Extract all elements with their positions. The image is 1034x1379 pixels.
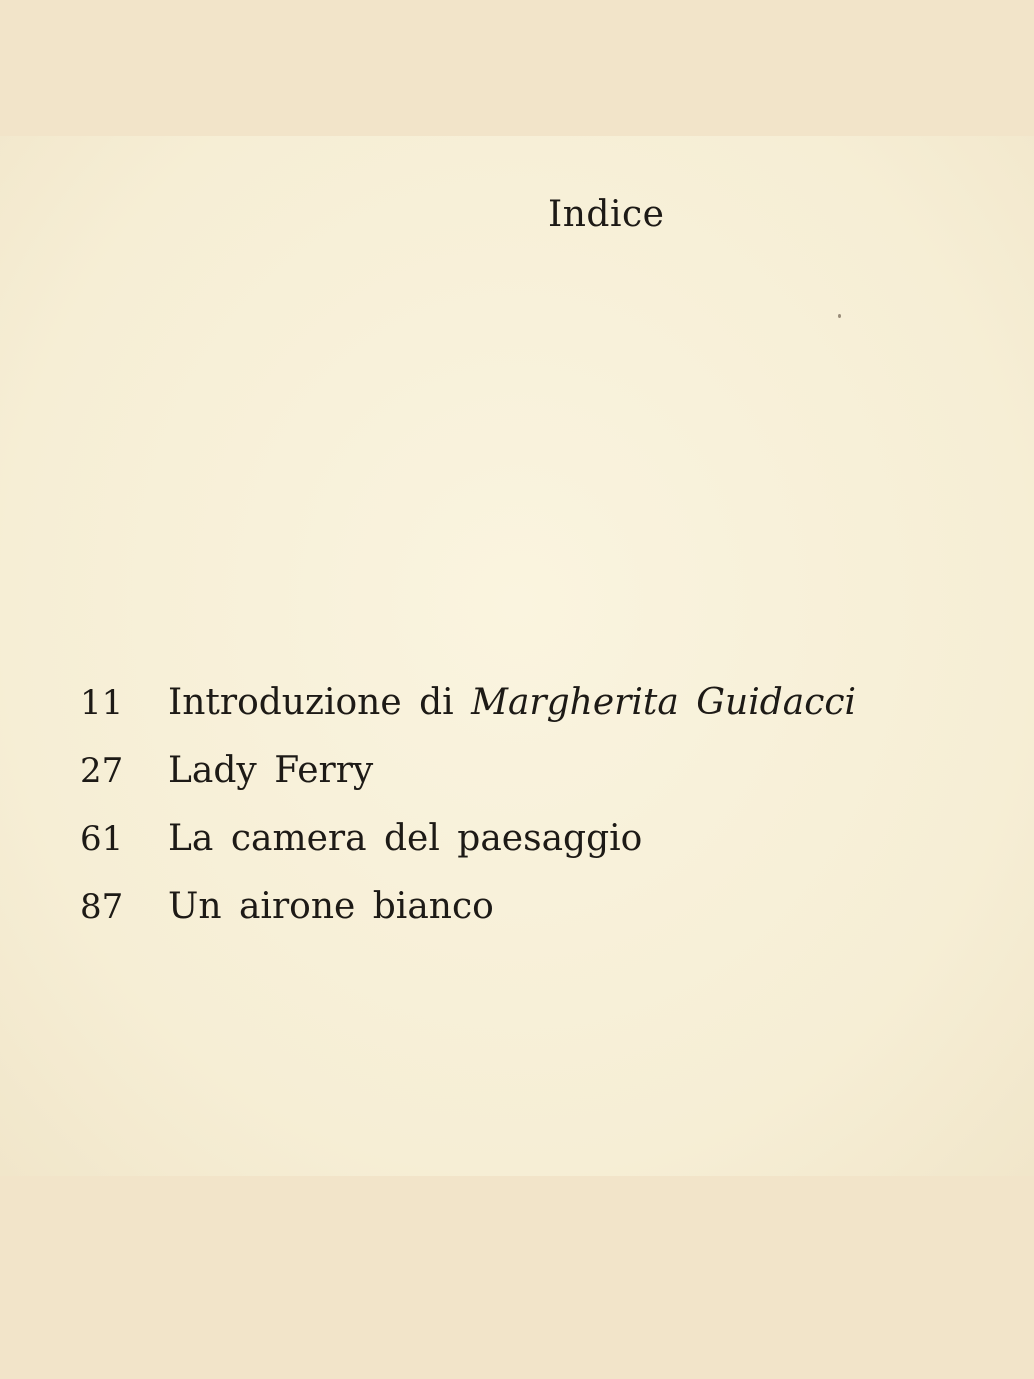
book-page bbox=[0, 136, 1034, 1176]
toc-entry[interactable] bbox=[80, 818, 856, 886]
toc-entry-text: Introduzione di bbox=[168, 682, 454, 723]
toc-page-number: 61 bbox=[80, 819, 124, 859]
toc-entry-title bbox=[168, 886, 494, 927]
toc-entry-text: La camera del paesaggio bbox=[168, 818, 643, 859]
ink-speck bbox=[838, 314, 841, 318]
toc-page-number: 87 bbox=[80, 887, 124, 927]
toc-page-number: 11 bbox=[80, 683, 124, 723]
toc-entry-title bbox=[168, 750, 373, 791]
toc-entry[interactable] bbox=[80, 750, 856, 818]
toc-entry-title bbox=[168, 682, 856, 723]
table-of-contents bbox=[80, 682, 856, 954]
toc-page-number: 27 bbox=[80, 751, 124, 791]
toc-entry[interactable] bbox=[80, 682, 856, 750]
toc-entry-title bbox=[168, 818, 642, 859]
toc-entry-text: Lady Ferry bbox=[168, 750, 374, 791]
toc-entry-text: Un airone bianco bbox=[168, 886, 494, 927]
toc-entry[interactable] bbox=[80, 886, 856, 954]
toc-entry-author: Margherita Guidacci bbox=[471, 682, 857, 723]
page-title: Indice bbox=[548, 194, 665, 235]
